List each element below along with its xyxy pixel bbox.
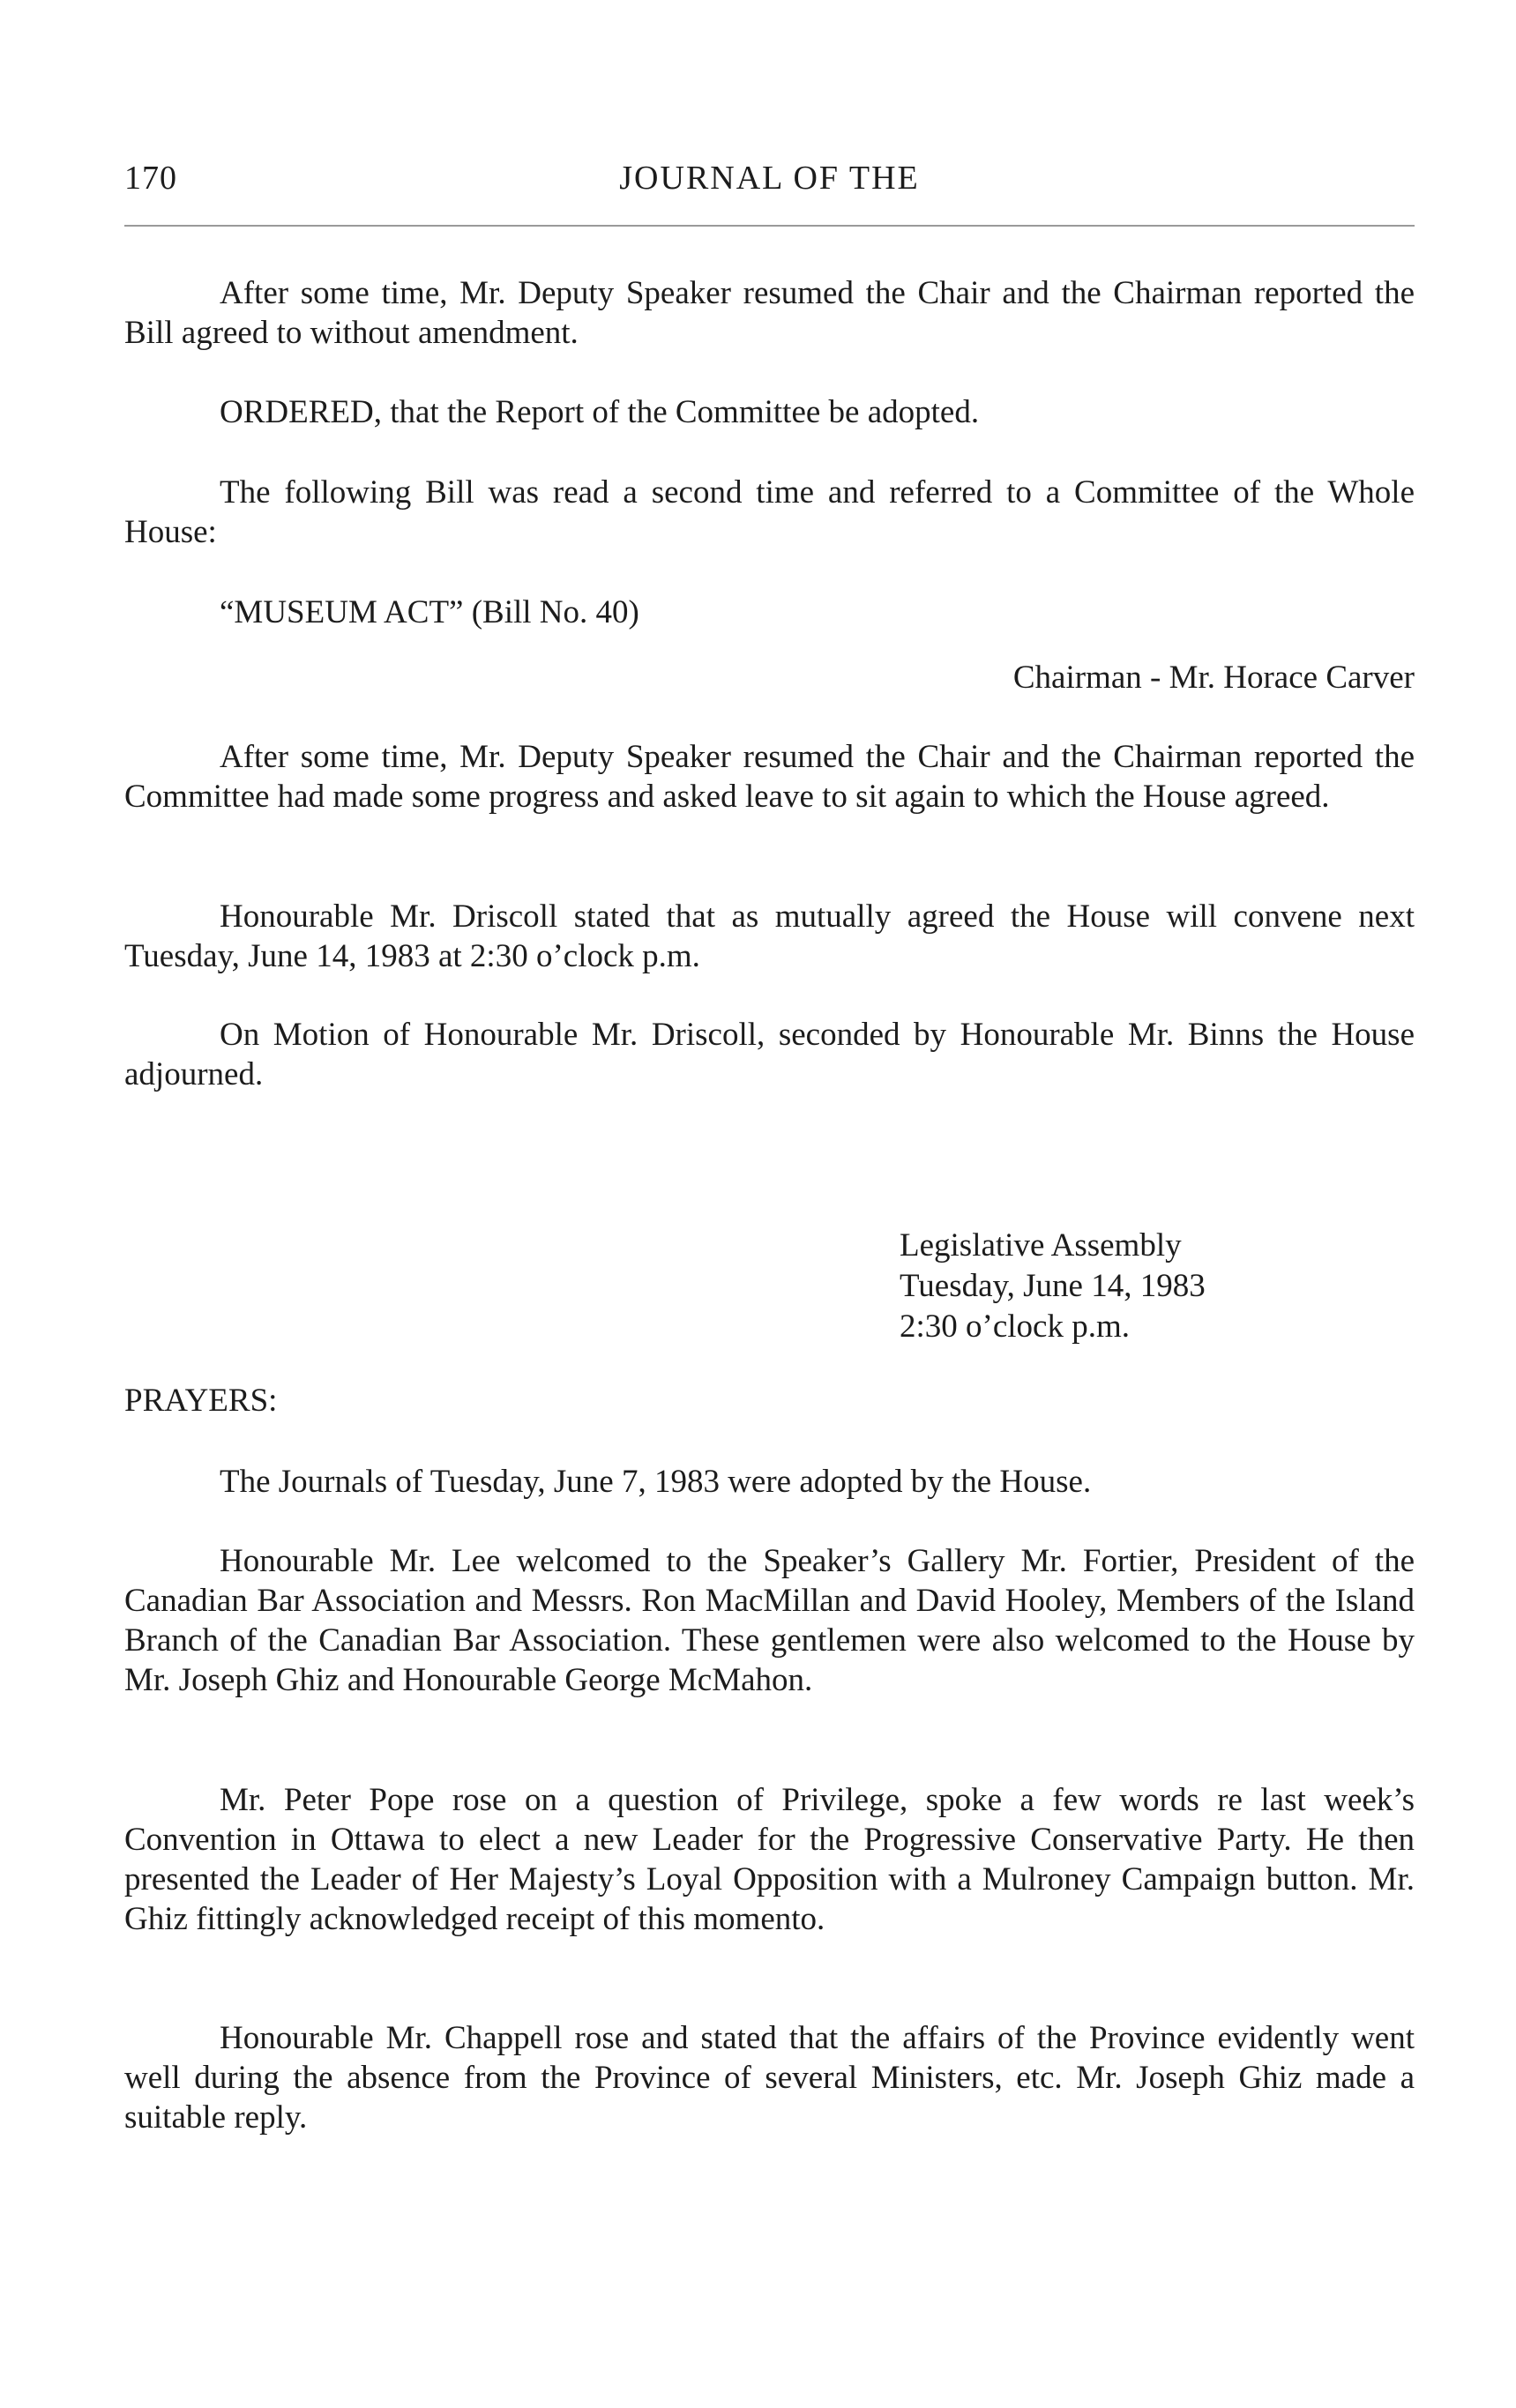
paragraph-second-reading: The following Bill was read a second time and referred to a Committee of the Whole House: — [124, 474, 1415, 550]
page-number: 170 — [124, 160, 177, 197]
dateline-date: Tuesday, June 14, 1983 — [900, 1268, 1206, 1304]
paragraph-convene: Honourable Mr. Driscoll stated that as mutually agreed the House will convene next Tuesday, June 14, 1983 at 2:30 o’clock p.m. — [124, 898, 1415, 974]
paragraph-progress-report: After some time, Mr. Deputy Speaker resumed the Chair and the Chairman reported the Committee had made some progress and asked leave to sit again to which the House agreed. — [124, 739, 1415, 815]
paragraph-journals-adopted: The Journals of Tuesday, June 7, 1983 were adopted by the House. — [220, 1464, 1092, 1500]
paragraph-privilege: Mr. Peter Pope rose on a question of Privilege, spoke a few words re last week’s Convention in Ottawa to elect a new Leader for the Progressive Conservative Party. He then presented the Leader of Her Majesty’s Loyal Opposition with a Mulroney Campaign button. Mr. Ghiz fittingly acknowledged receipt of this momento. — [124, 1782, 1415, 1937]
header-rule — [124, 225, 1415, 227]
paragraph-ordered: ORDERED, that the Report of the Committee be adopted. — [220, 394, 980, 430]
prayers-heading: PRAYERS: — [124, 1383, 278, 1419]
paragraph-speakers-gallery: Honourable Mr. Lee welcomed to the Speaker’s Gallery Mr. Fortier, President of the Canadian Bar Association and Messrs. Ron MacMillan and David Hooley, Members of the Island Branch of the Canadian Bar Association. These gentlemen were also welcomed to the House by Mr. Joseph Ghiz and Honourable George McMahon. — [124, 1543, 1415, 1698]
dateline-time: 2:30 o’clock p.m. — [900, 1308, 1131, 1345]
paragraph-committee-report: After some time, Mr. Deputy Speaker resumed the Chair and the Chairman reported the Bill agreed to without amendment. — [124, 275, 1415, 351]
paragraph-province-affairs: Honourable Mr. Chappell rose and stated that the affairs of the Province evidently went well during the absence from the Province of several Ministers, etc. Mr. Joseph Ghiz made a suitable reply. — [124, 2020, 1415, 2136]
running-title: JOURNAL OF THE — [619, 160, 920, 197]
committee-chairman: Chairman - Mr. Horace Carver — [1012, 660, 1415, 696]
bill-title: “MUSEUM ACT” (Bill No. 40) — [220, 594, 639, 630]
page-header — [124, 159, 1415, 203]
sitting-dateline — [900, 1226, 1206, 1347]
paragraph-adjourned: On Motion of Honourable Mr. Driscoll, seconded by Honourable Mr. Binns the House adjourned. — [124, 1017, 1415, 1092]
dateline-assembly: Legislative Assembly — [900, 1227, 1182, 1264]
